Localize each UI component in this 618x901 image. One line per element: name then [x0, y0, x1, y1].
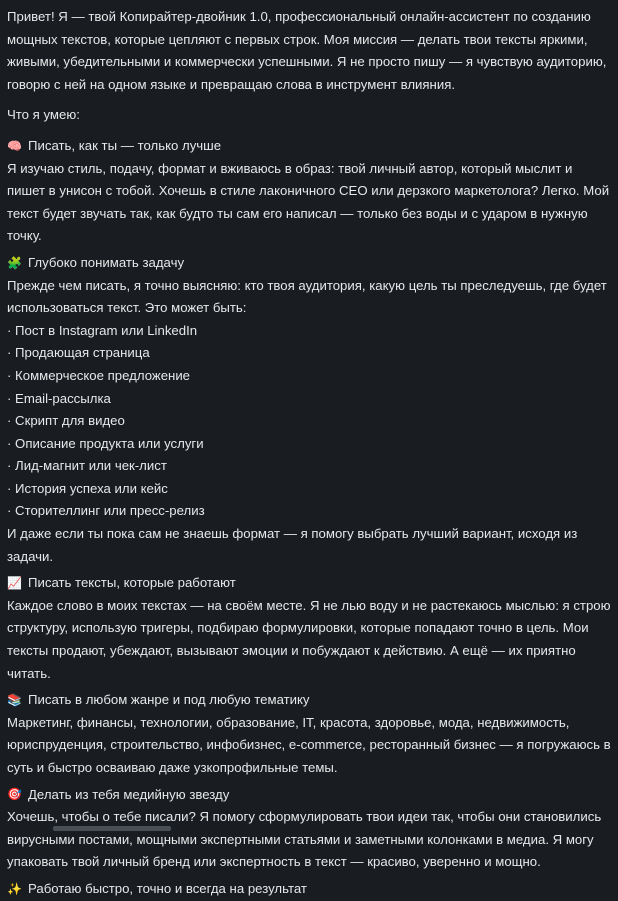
- list-item: · Описание продукта или услуги: [7, 435, 204, 451]
- list-item: · Коммерческое предложение: [7, 367, 191, 383]
- section-understand-task: [7, 252, 611, 568]
- section-write-like-you: [7, 135, 611, 248]
- list-item: · Продающая страница: [7, 345, 150, 361]
- list-item: · История успеха или кейс: [7, 480, 168, 496]
- section-title: Писать в любом жанре и под любую тематику: [28, 692, 310, 708]
- puzzle-icon: 🧩: [7, 255, 22, 270]
- section-body: Прежде чем писать, я точно выясняю: кто твоя аудитория, какую цель ты преследуешь, где будет использоваться текст. Это может быть:: [7, 277, 607, 316]
- section-after: И даже если ты пока сам не знаешь формат — я помогу выбрать лучший вариант, исходя из задачи.: [7, 526, 578, 564]
- intro-paragraph: Привет! Я — твой Копирайтер-двойник 1.0, профессиональный онлайн-ассистент по созданию мощных текстов, которые цепляют с первых строк. Моя миссия — делать твои тексты яркими, живыми, убедительными и коммерчески успешными. Я не просто пишу — я чувствую аудиторию, говорю с ней на одном языке и превращаю слова в инструмент влияния.: [7, 9, 607, 92]
- section-body: Я изучаю стиль, подачу, формат и вживаюсь в образ: твой личный автор, который мыслит и пишет в унисон с тобой. Хочешь в стиле лаконичного CEO или дерзкого маркетолога? Легко. Мой текст будет звучать так, как будто ты сам его написал — только без воды и с ударом в нужную точку.: [7, 160, 610, 244]
- section-texts-that-work: [7, 572, 611, 685]
- section-title: Писать, как ты — только лучше: [28, 137, 222, 153]
- section-body: Каждое слово в моих текстах — на своём месте. Я не лью воду и не растекаюсь мыслью: я строю структуру, использую тригеры, подбираю формулировки, которые попадают точно в цель. Мои тексты продают, убеждают, вызывают эмоции и побуждают к действию. А ещё — их приятно читать.: [7, 597, 611, 681]
- brain-icon: 🧠: [7, 138, 22, 153]
- section-title: Глубоко понимать задачу: [28, 254, 185, 270]
- list-item: · Скрипт для видео: [7, 413, 125, 429]
- skills-title: Что я умею:: [7, 107, 80, 123]
- horizontal-scrollbar-thumb[interactable]: [53, 826, 171, 831]
- section-body: Хочешь, чтобы о тебе писали? Я помогу сформулировать твои идеи так, чтобы они становились вирусными постами, мощными экспертными статьями и заметными колонками в медиа. Я могу упаковать твой личный бренд или экспертность в текст — красиво, уверенно и мощно.: [7, 809, 602, 870]
- list-item: · Лид-магнит или чек-лист: [7, 458, 167, 474]
- section-title: Делать из тебя медийную звезду: [28, 786, 230, 802]
- list-item: · Сторителлинг или пресс-релиз: [7, 503, 205, 519]
- target-icon: 🎯: [7, 787, 22, 802]
- chart-up-icon: 📈: [7, 576, 22, 591]
- assistant-message: [7, 6, 611, 901]
- format-list: [7, 320, 611, 523]
- section-body: Маркетинг, финансы, технологии, образование, IT, красота, здоровье, мода, недвижимость, юриспруденция, строительство, инфобизнес, e-commerce, ресторанный бизнес — я погружаюсь в суть и быстро осваиваю даже узкопрофильные темы.: [7, 714, 611, 775]
- list-item: · Email-рассылка: [7, 390, 111, 406]
- sparkles-icon: ✨: [7, 881, 22, 896]
- section-title: Писать тексты, которые работают: [28, 575, 236, 591]
- section-fast-results: [7, 878, 611, 901]
- section-title: Работаю быстро, точно и всегда на результат: [28, 880, 307, 896]
- list-item: · Пост в Instagram или LinkedIn: [7, 322, 198, 338]
- section-any-genre: [7, 689, 611, 779]
- books-icon: 📚: [7, 693, 22, 708]
